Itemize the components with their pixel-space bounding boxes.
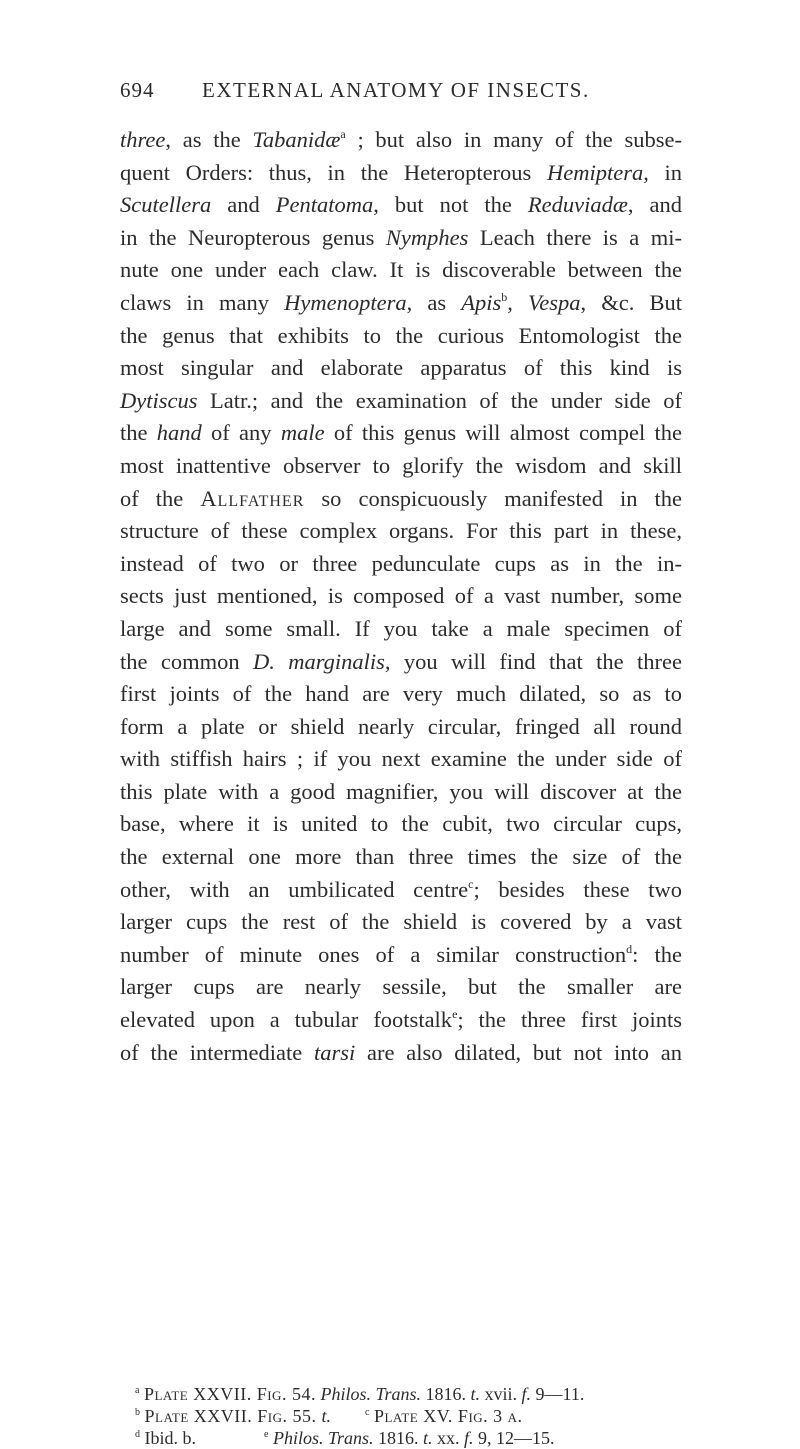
text-line: large and some small. If you take a male specimen of bbox=[120, 615, 682, 641]
text-line: the external one more than three times the size of the bbox=[120, 844, 682, 870]
running-head: EXTERNAL ANATOMY OF INSECTS. bbox=[202, 78, 590, 102]
text-line: of the Allfather so conspicuously manifested in the bbox=[120, 485, 682, 511]
text-line: in the Neuropterous genus Nymphes Leach there is a mi- bbox=[120, 224, 682, 250]
text-line: the genus that exhibits to the curious Entomologist the bbox=[120, 322, 682, 348]
text-line: quent Orders: thus, in the Heteropterous Hemiptera, in bbox=[120, 159, 682, 185]
text-line: structure of these complex organs. For this part in these, bbox=[120, 518, 682, 544]
text-line: form a plate or shield nearly circular, fringed all round bbox=[120, 713, 682, 739]
text-line: of the intermediate tarsi are also dilated, but not into an bbox=[120, 1039, 682, 1065]
text-line: number of minute ones of a similar construction$^d$: the bbox=[120, 941, 682, 967]
text-line: Scutellera and Pentatoma, but not the Reduviadæ, and bbox=[120, 192, 682, 218]
text-line: the common D. marginalis, you will find that the three bbox=[120, 648, 682, 674]
text-line: instead of two or three pedunculate cups as in the in- bbox=[120, 550, 682, 576]
text-line: elevated upon a tubular footstalk$^e$; the three first joints bbox=[120, 1007, 682, 1033]
page-header bbox=[120, 78, 660, 108]
text-line: larger cups the rest of the shield is covered by a vast bbox=[120, 909, 682, 935]
text-line: base, where it is united to the cubit, two circular cups, bbox=[120, 811, 682, 837]
footnote-a: $^a$ Plate XXVII. Fig. 54. Philos. Trans. 1816. t. xvii. f. 9—11. bbox=[135, 1384, 585, 1404]
text-line: with stiffish hairs ; if you next examine the under side of bbox=[120, 746, 682, 772]
text-line: Dytiscus Latr.; and the examination of the under side of bbox=[120, 387, 682, 413]
body-text bbox=[120, 124, 682, 1069]
text-line: nute one under each claw. It is discoverable between the bbox=[120, 257, 682, 283]
footnote-b-c: $^b$ Plate XXVII. Fig. 55. t. $^c$ Plate XV. Fig. 3 a. bbox=[135, 1406, 523, 1426]
text-line: the hand of any male of this genus will almost compel the bbox=[120, 420, 682, 446]
text-line: most inattentive observer to glorify the wisdom and skill bbox=[120, 452, 682, 478]
text-line: larger cups are nearly sessile, but the smaller are bbox=[120, 974, 682, 1000]
footnote-d-e: $^d$ Ibid. b. $^e$ Philos. Trans. 1816. t. xx. f. 9, 12—15. bbox=[135, 1428, 555, 1448]
text-line: three, as the Tabanidæ$^a$ ; but also in many of the subse- bbox=[120, 127, 682, 152]
text-line: claws in many Hymenoptera, as Apis$^b$, Vespa, &c. But bbox=[120, 289, 683, 315]
text-line: most singular and elaborate apparatus of this kind is bbox=[120, 355, 682, 381]
footnotes bbox=[135, 1383, 683, 1449]
text-line: other, with an umbilicated centre$^c$; besides these two bbox=[120, 876, 682, 902]
text-line: sects just mentioned, is composed of a vast number, some bbox=[120, 583, 682, 609]
page-number: 694 bbox=[120, 78, 155, 102]
text-line: first joints of the hand are very much dilated, so as to bbox=[120, 681, 682, 707]
text-line: this plate with a good magnifier, you will discover at the bbox=[120, 778, 682, 804]
